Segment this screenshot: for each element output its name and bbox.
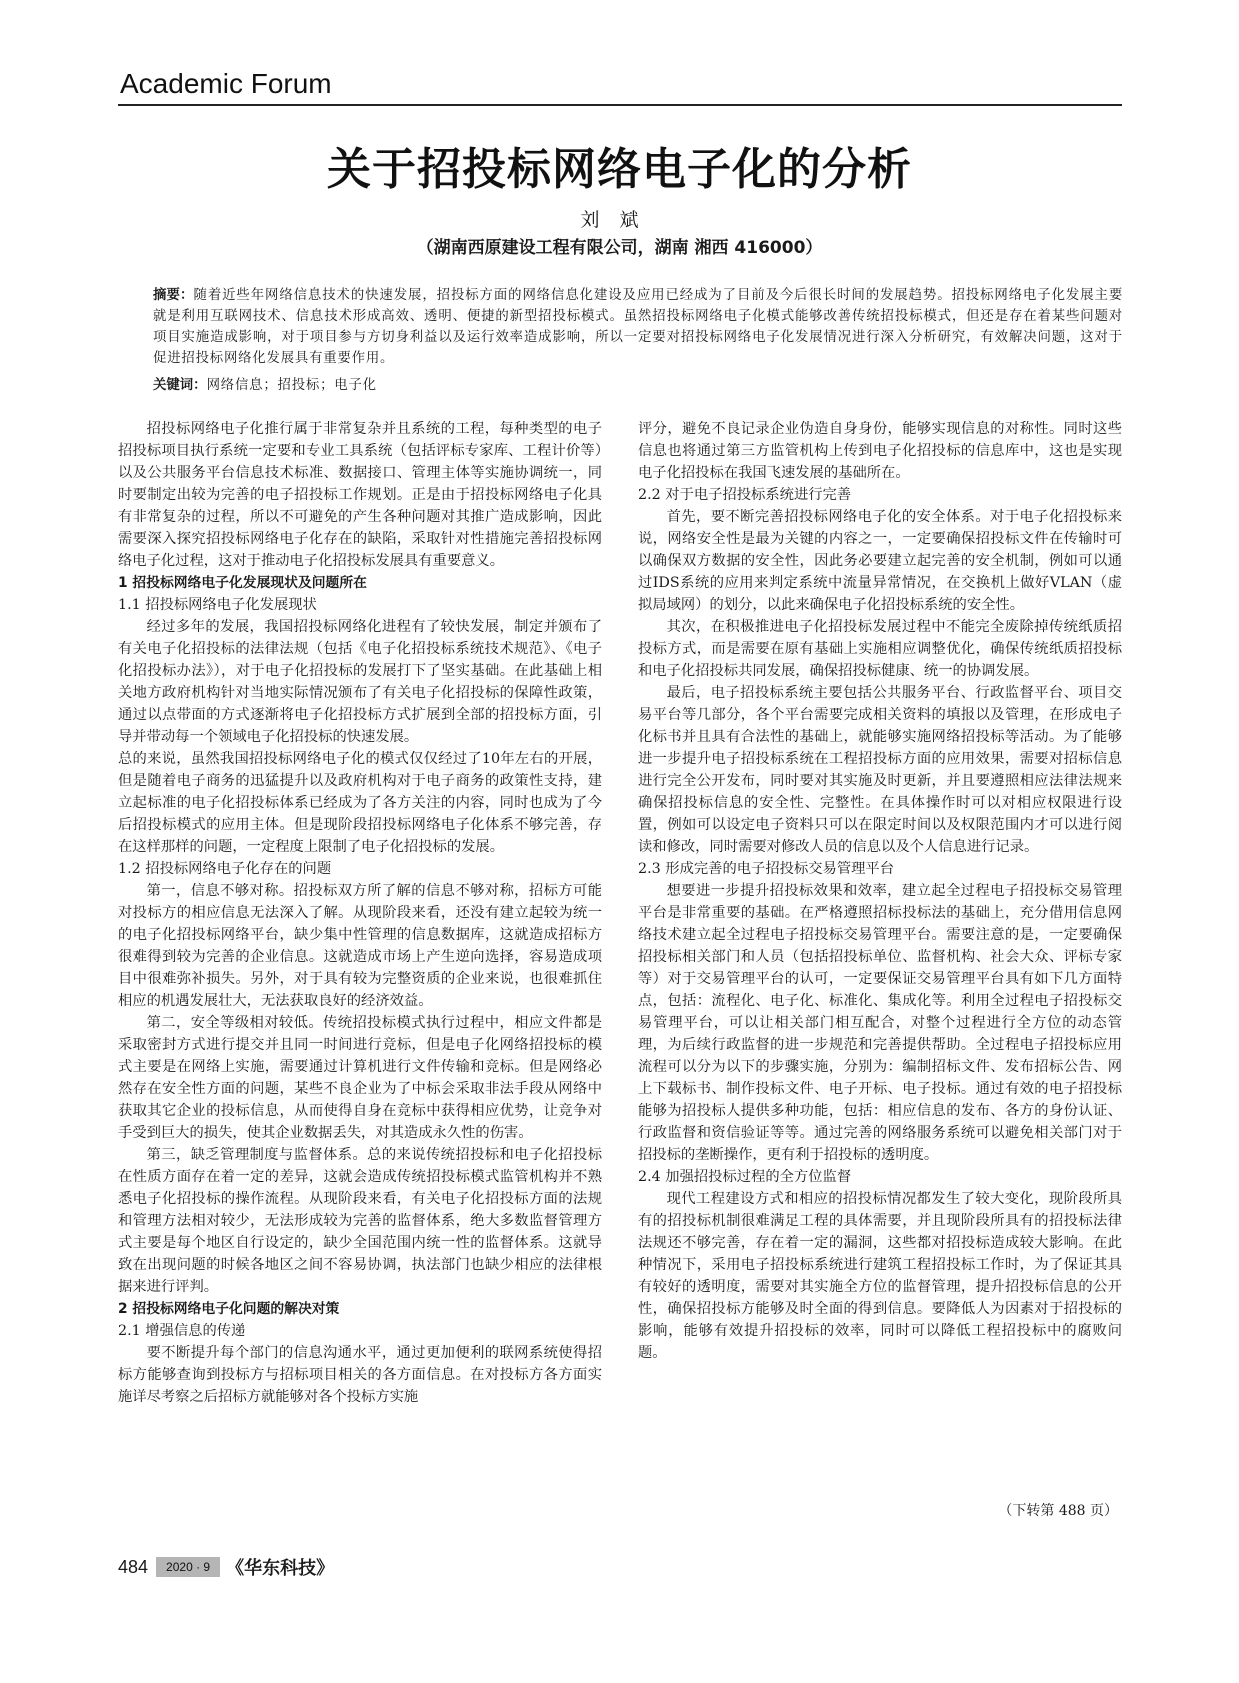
- page-footer: [118, 1552, 334, 1582]
- keywords-text: 网络信息；招投标；电子化: [206, 378, 377, 393]
- author: 刘斌: [580, 209, 659, 231]
- abstract-label: 摘要：: [153, 288, 194, 303]
- paragraph-2-3: 想要进一步提升招投标效果和效率，建立起全过程电子招投标交易管理平台是非常重要的基础。在严格遵照招标投标法的基础上，充分借用信息网络技术建立起全过程电子招投标交易管理平台。需要注意的是，一定要确保招投标相关部门和人员（包括招投标单位、监督机构、社会大众、评标专家等）对于交易管理平台的认可，一定要保证交易管理平台具有如下几方面特点，包括：流程化、电子化、标准化、集成化等。利用全过程电子招投标交易管理平台，可以让相关部门相互配合，对整个过程进行全方位的动态管理，为后续行政监督的进一步规范和完善提供帮助。全过程电子招投标应用流程可以分为以下的步骤实施，分别为：编制招标文件、发布招标公告、网上下载标书、制作投标文件、电子开标、电子投标。通过有效的电子招投标能够为招投标人提供多种功能，包括：相应信息的发布、各方的身份认证、行政监督和资信验证等等。通过完善的网络服务系统可以避免相关部门对于招投标的垄断操作，更有利于招投标的透明度。: [638, 883, 1122, 1163]
- header-title: Academic Forum: [120, 68, 332, 99]
- paragraph-2-2a: 首先，要不断完善招投标网络电子化的安全体系。对于电子化招投标来说，网络安全性是最为关键的内容之一，一定要确保招投标文件在传输时可以确保双方数据的安全性，因此务必要建立起完善的安全机制，例如可以通过IDS系统的应用来判定系统中流量异常情况，在交换机上做好VLAN（虚拟局域网）的划分，以此来确保电子化招投标系统的安全性。: [638, 509, 1122, 613]
- section-heading-2: 2 招投标网络电子化问题的解决对策: [118, 1301, 340, 1317]
- subsection-heading-2-1: 2.1 增强信息的传递: [118, 1323, 246, 1339]
- running-header: [118, 66, 1122, 106]
- keywords: [153, 375, 1123, 396]
- paragraph-2-2b: 其次，在积极推进电子化招投标发展过程中不能完全废除掉传统纸质招投标方式，而是需要在原有基础上实施相应调整优化，确保传统纸质招投标和电子化招投标共同发展，确保招投标健康、统一的协调发展。: [638, 619, 1122, 679]
- intro-paragraph: 招投标网络电子化推行属于非常复杂并且系统的工程，每种类型的电子招投标项目执行系统一定要和专业工具系统（包括评标专家库、工程计价等）以及公共服务平台信息技术标准、数据接口、管理主体等实施协调统一，同时要制定出较为完善的电子招投标工作规划。正是由于招投标网络电子化具有非常复杂的过程，所以不可避免的产生各种问题对其推广造成影响，因此需要深入探究招投标网络电子化存在的缺陷，采取针对性措施完善招投标网络电子化过程，这对于推动电子化招投标发展具有重要意义。: [118, 421, 602, 569]
- paragraph-1-2b: 第二，安全等级相对较低。传统招投标模式执行过程中，相应文件都是采取密封方式进行提交并且同一时间进行竞标，但是电子化网络招投标的模式主要是在网络上实施，需要通过计算机进行文件传输和竞标。但是网络必然存在安全性方面的问题，某些不良企业为了中标会采取非法手段从网络中获取其它企业的投标信息，从而使得自身在竞标中获得相应优势，让竞争对手受到巨大的损失，使其企业数据丢失，对其造成永久性的伤害。: [118, 1015, 602, 1141]
- journal-name: 《华东科技》: [226, 1558, 335, 1579]
- right-column: [638, 418, 1122, 1364]
- article-title: 关于招投标网络电子化的分析: [327, 144, 912, 195]
- subsection-heading-1-2: 1.2 招投标网络电子化存在的问题: [118, 861, 332, 877]
- paragraph-1-1b: 总的来说，虽然我国招投标网络电子化的模式仅仅经过了10年左右的开展，但是随着电子商务的迅猛提升以及政府机构对于电子商务的政策性支持，建立起标准的电子化招投标体系已经成为了各方关注的内容，同时也成为了今后招投标模式的应用主体。但是现阶段招投标网络电子化体系不够完善，存在这样那样的问题，一定程度上限制了电子化招投标的发展。: [118, 751, 602, 855]
- issue-badge: 2020 · 9: [156, 1557, 220, 1577]
- paragraph-2-1-continued: 评分，避免不良记录企业伪造自身身份，能够实现信息的对称性。同时这些信息也将通过第三方监管机构上传到电子化招投标的信息库中，这也是实现电子化招投标在我国飞速发展的基础所在。: [638, 421, 1122, 481]
- subsection-heading-1-1: 1.1 招投标网络电子化发展现状: [118, 597, 317, 613]
- section-heading-1: 1 招投标网络电子化发展现状及问题所在: [118, 575, 367, 591]
- paragraph-2-1: 要不断提升每个部门的信息沟通水平，通过更加便利的联网系统使得招标方能够查询到投标方与招标项目相关的各方面信息。在对投标方各方面实施详尽考察之后招标方就能够对各个投标方实施: [118, 1345, 602, 1405]
- abstract: [153, 285, 1123, 369]
- subsection-heading-2-4: 2.4 加强招投标过程的全方位监督: [638, 1169, 852, 1185]
- paragraph-2-4: 现代工程建设方式和相应的招投标情况都发生了较大变化，现阶段所具有的招投标机制很难满足工程的具体需要，并且现阶段所具有的招投标法律法规还不够完善，存在着一定的漏洞，这些都对招投标造成较大影响。在此种情况下，采用电子招投标系统进行建筑工程招投标工作时，为了保证其具有较好的透明度，需要对其实施全方位的监督管理，提升招投标信息的公开性，确保招投标方能够及时全面的得到信息。要降低人为因素对于招投标的影响，能够有效提升招投标的效率，同时可以降低工程招投标中的腐败问题。: [638, 1191, 1122, 1361]
- page-number: 484: [118, 1556, 149, 1577]
- paragraph-2-2c: 最后，电子招投标系统主要包括公共服务平台、行政监督平台、项目交易平台等几部分，各个平台需要完成相关资料的填报以及管理，在形成电子化标书并且具有合法性的基础上，就能够实施网络招投标等活动。为了能够进一步提升电子招投标系统在工程招投标方面的应用效果，需要对招标信息进行完全公开发布，同时要对其实施及时更新，并且要遵照相应法律法规来确保招投标信息的安全性、完整性。在具体操作时可以对相应权限进行设置，例如可以设定电子资料只可以在限定时间以及权限范围内才可以进行阅读和修改，同时需要对修改人员的信息以及个人信息进行记录。: [638, 685, 1122, 855]
- paragraph-1-2a: 第一，信息不够对称。招投标双方所了解的信息不够对称，招标方可能对投标方的相应信息无法深入了解。从现阶段来看，还没有建立起较为统一的电子化招投标网络平台，缺少集中性管理的信息数据库，这就造成招标方很难得到较为完善的企业信息。这就造成市场上产生逆向选择，容易造成项目中很难弥补损失。另外，对于具有较为完整资质的企业来说，也很难抓住相应的机遇发展壮大，无法获取良好的经济效益。: [118, 883, 602, 1009]
- affiliation: （湖南西原建设工程有限公司，湖南 湘西 416000）: [416, 238, 823, 258]
- left-column: [118, 418, 602, 1408]
- abstract-text: 随着近些年网络信息技术的快速发展，招投标方面的网络信息化建设及应用已经成为了目前及今后很长时间的发展趋势。招投标网络电子化发展主要就是利用互联网技术、信息技术形成高效、透明、便捷的新型招投标模式。虽然招投标网络电子化模式能够改善传统招投标模式，但还是存在着某些问题对项目实施造成影响，对于项目参与方切身利益以及运行效率造成影响，所以一定要对招投标网络电子化发展情况进行深入分析研究，有效解决问题，这对于促进招投标网络化发展具有重要作用。: [153, 288, 1124, 366]
- paragraph-1-1a: 经过多年的发展，我国招投标网络化进程有了较快发展，制定并颁布了有关电子化招投标的法律法规（包括《电子化招投标系统技术规范》、《电子化招投标办法》），对于电子化招投标的发展打下了坚实基础。在此基础上相关地方政府机构针对当地实际情况颁布了有关电子化招投标的保障性政策，通过以点带面的方式逐渐将电子化招投标方式扩展到全部的招投标方面，引导并带动每一个领域电子化招投标的快速发展。: [118, 619, 602, 745]
- subsection-heading-2-2: 2.2 对于电子招投标系统进行完善: [638, 487, 852, 503]
- paragraph-1-2c: 第三，缺乏管理制度与监督体系。总的来说传统招投标和电子化招投标在性质方面存在着一定的差异，这就会造成传统招投标模式监管机构并不熟悉电子化招投标的操作流程。从现阶段来看，有关电子化招投标方面的法规和管理方法相对较少，无法形成较为完善的监督体系，绝大多数监督管理方式主要是每个地区自行设定的，缺少全国范围内统一性的监督体系。这就导致在出现问题的时候各地区之间不容易协调，执法部门也缺少相应的法律根据来进行评判。: [118, 1147, 602, 1295]
- continued-note: （下转第 488 页）: [998, 1503, 1118, 1519]
- keywords-label: 关键词：: [153, 378, 207, 393]
- subsection-heading-2-3: 2.3 形成完善的电子招投标交易管理平台: [638, 861, 895, 877]
